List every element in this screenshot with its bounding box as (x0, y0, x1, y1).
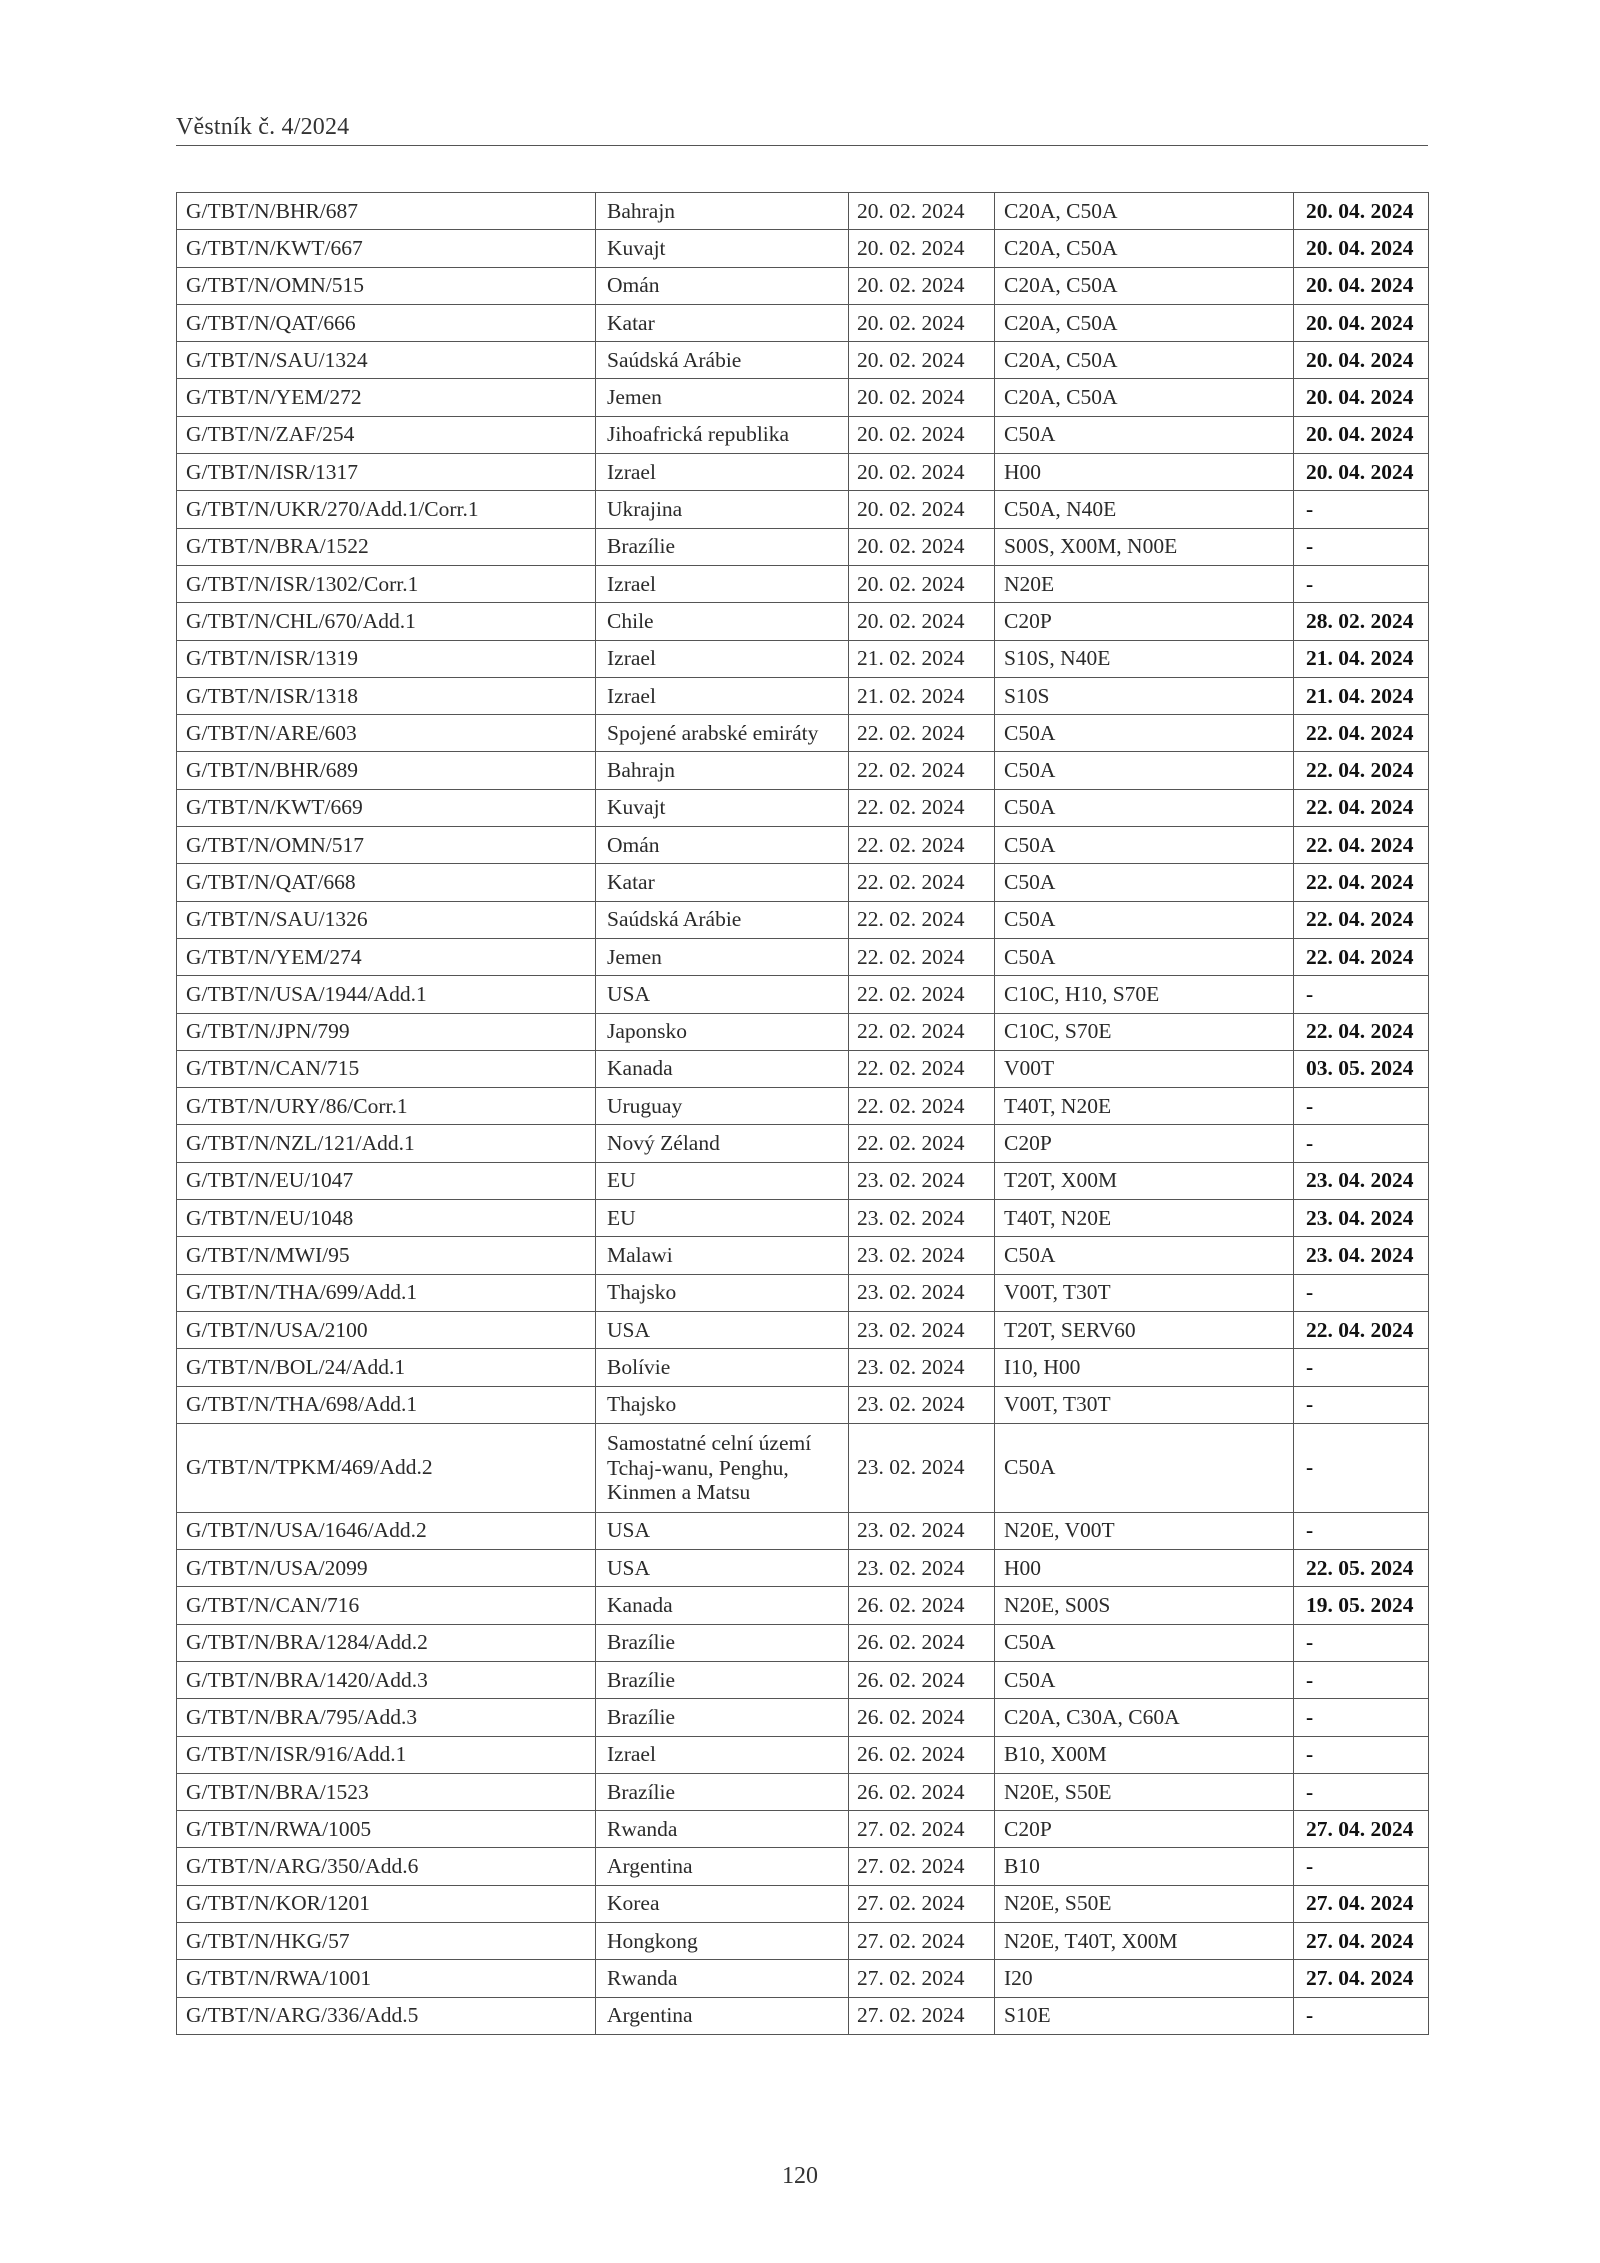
comment-deadline-cell: 20. 04. 2024 (1294, 379, 1429, 416)
table-row (177, 528, 1429, 565)
notification-date-cell: 20. 02. 2024 (849, 454, 995, 491)
table-row (177, 1013, 1429, 1050)
comment-deadline-cell: 28. 02. 2024 (1294, 603, 1429, 640)
table-row (177, 1848, 1429, 1885)
country-cell: Jihoafrická republika (596, 416, 849, 453)
table-row (177, 938, 1429, 975)
notification-date-cell: 20. 02. 2024 (849, 342, 995, 379)
product-code-cell: B10, X00M (995, 1736, 1294, 1773)
comment-deadline-cell: 27. 04. 2024 (1294, 1885, 1429, 1922)
notification-date-cell: 23. 02. 2024 (849, 1550, 995, 1587)
notification-date-cell: 21. 02. 2024 (849, 640, 995, 677)
notification-date-cell: 22. 02. 2024 (849, 752, 995, 789)
product-code-cell: C50A (995, 789, 1294, 826)
country-cell: Samostatné celní území Tchaj-wanu, Penghu, Kinmen a Matsu (596, 1423, 849, 1512)
table-row (177, 1512, 1429, 1549)
table-row (177, 267, 1429, 304)
product-code-cell: C50A, N40E (995, 491, 1294, 528)
product-code-cell: S10S, N40E (995, 640, 1294, 677)
comment-deadline-cell: - (1294, 1274, 1429, 1311)
comment-deadline-cell: - (1294, 1997, 1429, 2034)
product-code-cell: H00 (995, 1550, 1294, 1587)
product-code-cell: N20E (995, 565, 1294, 602)
country-cell: Kanada (596, 1050, 849, 1087)
document-symbol-cell: G/TBT/N/THA/699/Add.1 (177, 1274, 596, 1311)
table-row (177, 1050, 1429, 1087)
product-code-cell: C20A, C50A (995, 342, 1294, 379)
notification-date-cell: 20. 02. 2024 (849, 491, 995, 528)
document-symbol-cell: G/TBT/N/USA/1944/Add.1 (177, 976, 596, 1013)
notification-date-cell: 22. 02. 2024 (849, 901, 995, 938)
product-code-cell: C20P (995, 1125, 1294, 1162)
document-symbol-cell: G/TBT/N/QAT/668 (177, 864, 596, 901)
country-cell: Izrael (596, 565, 849, 602)
country-cell: Brazílie (596, 528, 849, 565)
country-cell: USA (596, 1550, 849, 1587)
product-code-cell: C50A (995, 864, 1294, 901)
country-cell: Saúdská Arábie (596, 342, 849, 379)
product-code-cell: C20A, C50A (995, 379, 1294, 416)
table-row (177, 603, 1429, 640)
comment-deadline-cell: - (1294, 1386, 1429, 1423)
notification-date-cell: 22. 02. 2024 (849, 1013, 995, 1050)
document-symbol-cell: G/TBT/N/QAT/666 (177, 304, 596, 341)
comment-deadline-cell: - (1294, 1699, 1429, 1736)
country-cell: Kuvajt (596, 230, 849, 267)
notification-date-cell: 27. 02. 2024 (849, 1923, 995, 1960)
table-row (177, 304, 1429, 341)
product-code-cell: C50A (995, 1237, 1294, 1274)
table-row (177, 1274, 1429, 1311)
product-code-cell: C50A (995, 827, 1294, 864)
table-row (177, 491, 1429, 528)
country-cell: Brazílie (596, 1773, 849, 1810)
page-title: Věstník č. 4/2024 (176, 114, 350, 140)
table-row (177, 1386, 1429, 1423)
comment-deadline-cell: 27. 04. 2024 (1294, 1811, 1429, 1848)
product-code-cell: N20E, V00T (995, 1512, 1294, 1549)
comment-deadline-cell: 22. 04. 2024 (1294, 1311, 1429, 1348)
product-code-cell: C50A (995, 1423, 1294, 1512)
table-row (177, 677, 1429, 714)
table-row (177, 1162, 1429, 1199)
document-symbol-cell: G/TBT/N/BRA/1523 (177, 1773, 596, 1810)
comment-deadline-cell: 27. 04. 2024 (1294, 1960, 1429, 1997)
country-cell: Katar (596, 864, 849, 901)
country-cell: Hongkong (596, 1923, 849, 1960)
document-symbol-cell: G/TBT/N/ISR/1319 (177, 640, 596, 677)
comment-deadline-cell: 20. 04. 2024 (1294, 342, 1429, 379)
country-cell: Izrael (596, 640, 849, 677)
product-code-cell: C20P (995, 603, 1294, 640)
comment-deadline-cell: - (1294, 1773, 1429, 1810)
document-symbol-cell: G/TBT/N/HKG/57 (177, 1923, 596, 1960)
country-cell: Brazílie (596, 1661, 849, 1698)
table-row (177, 1587, 1429, 1624)
table-row (177, 1311, 1429, 1348)
comment-deadline-cell: 22. 04. 2024 (1294, 789, 1429, 826)
product-code-cell: T20T, X00M (995, 1162, 1294, 1199)
comment-deadline-cell: 27. 04. 2024 (1294, 1923, 1429, 1960)
table-row (177, 193, 1429, 230)
document-symbol-cell: G/TBT/N/ARG/336/Add.5 (177, 1997, 596, 2034)
comment-deadline-cell: 22. 04. 2024 (1294, 901, 1429, 938)
product-code-cell: C50A (995, 938, 1294, 975)
table-row (177, 565, 1429, 602)
table-row (177, 1624, 1429, 1661)
comment-deadline-cell: 20. 04. 2024 (1294, 416, 1429, 453)
product-code-cell: S10S (995, 677, 1294, 714)
country-cell: Argentina (596, 1997, 849, 2034)
country-cell: USA (596, 1311, 849, 1348)
table-row (177, 342, 1429, 379)
document-symbol-cell: G/TBT/N/USA/2100 (177, 1311, 596, 1348)
country-cell: Saúdská Arábie (596, 901, 849, 938)
country-cell: Nový Zéland (596, 1125, 849, 1162)
document-symbol-cell: G/TBT/N/USA/1646/Add.2 (177, 1512, 596, 1549)
document-symbol-cell: G/TBT/N/RWA/1001 (177, 1960, 596, 1997)
comment-deadline-cell: 20. 04. 2024 (1294, 304, 1429, 341)
product-code-cell: V00T, T30T (995, 1274, 1294, 1311)
notification-date-cell: 20. 02. 2024 (849, 603, 995, 640)
document-symbol-cell: G/TBT/N/BHR/687 (177, 193, 596, 230)
country-cell: Spojené arabské emiráty (596, 715, 849, 752)
document-symbol-cell: G/TBT/N/ISR/1318 (177, 677, 596, 714)
country-cell: Kuvajt (596, 789, 849, 826)
notification-date-cell: 23. 02. 2024 (849, 1349, 995, 1386)
document-symbol-cell: G/TBT/N/UKR/270/Add.1/Corr.1 (177, 491, 596, 528)
notification-date-cell: 21. 02. 2024 (849, 677, 995, 714)
table-row (177, 752, 1429, 789)
comment-deadline-cell: 23. 04. 2024 (1294, 1237, 1429, 1274)
table-row (177, 1811, 1429, 1848)
table-row (177, 1349, 1429, 1386)
comment-deadline-cell: 20. 04. 2024 (1294, 193, 1429, 230)
country-cell: Japonsko (596, 1013, 849, 1050)
comment-deadline-cell: 20. 04. 2024 (1294, 230, 1429, 267)
product-code-cell: C50A (995, 901, 1294, 938)
comment-deadline-cell: 03. 05. 2024 (1294, 1050, 1429, 1087)
country-cell: Katar (596, 304, 849, 341)
country-cell: Izrael (596, 1736, 849, 1773)
country-cell: Bahrajn (596, 752, 849, 789)
notification-date-cell: 20. 02. 2024 (849, 416, 995, 453)
notification-date-cell: 26. 02. 2024 (849, 1699, 995, 1736)
comment-deadline-cell: 22. 04. 2024 (1294, 752, 1429, 789)
notification-date-cell: 22. 02. 2024 (849, 1050, 995, 1087)
country-cell: Rwanda (596, 1960, 849, 1997)
country-cell: Izrael (596, 677, 849, 714)
document-symbol-cell: G/TBT/N/SAU/1326 (177, 901, 596, 938)
product-code-cell: C20A, C50A (995, 193, 1294, 230)
comment-deadline-cell: 22. 04. 2024 (1294, 715, 1429, 752)
table-row (177, 864, 1429, 901)
product-code-cell: T40T, N20E (995, 1088, 1294, 1125)
country-cell: Argentina (596, 1848, 849, 1885)
table-row (177, 901, 1429, 938)
country-cell: Izrael (596, 454, 849, 491)
table-row (177, 1736, 1429, 1773)
country-cell: Bolívie (596, 1349, 849, 1386)
notification-date-cell: 26. 02. 2024 (849, 1661, 995, 1698)
comment-deadline-cell: 19. 05. 2024 (1294, 1587, 1429, 1624)
document-symbol-cell: G/TBT/N/EU/1048 (177, 1200, 596, 1237)
notification-date-cell: 27. 02. 2024 (849, 1811, 995, 1848)
document-symbol-cell: G/TBT/N/OMN/517 (177, 827, 596, 864)
product-code-cell: N20E, T40T, X00M (995, 1923, 1294, 1960)
document-symbol-cell: G/TBT/N/JPN/799 (177, 1013, 596, 1050)
document-symbol-cell: G/TBT/N/KOR/1201 (177, 1885, 596, 1922)
comment-deadline-cell: - (1294, 565, 1429, 602)
country-cell: Chile (596, 603, 849, 640)
product-code-cell: C20A, C50A (995, 267, 1294, 304)
table-row (177, 1550, 1429, 1587)
document-symbol-cell: G/TBT/N/THA/698/Add.1 (177, 1386, 596, 1423)
comment-deadline-cell: - (1294, 491, 1429, 528)
country-cell: Rwanda (596, 1811, 849, 1848)
notification-date-cell: 23. 02. 2024 (849, 1200, 995, 1237)
table-row (177, 1088, 1429, 1125)
notification-date-cell: 23. 02. 2024 (849, 1311, 995, 1348)
comment-deadline-cell: 22. 04. 2024 (1294, 938, 1429, 975)
table-row (177, 1200, 1429, 1237)
product-code-cell: N20E, S00S (995, 1587, 1294, 1624)
document-symbol-cell: G/TBT/N/ISR/1317 (177, 454, 596, 491)
notification-date-cell: 26. 02. 2024 (849, 1587, 995, 1624)
comment-deadline-cell: 22. 04. 2024 (1294, 1013, 1429, 1050)
notifications-table-body (177, 193, 1429, 2035)
product-code-cell: C50A (995, 1661, 1294, 1698)
comment-deadline-cell: 23. 04. 2024 (1294, 1162, 1429, 1199)
country-cell: EU (596, 1200, 849, 1237)
notification-date-cell: 22. 02. 2024 (849, 938, 995, 975)
product-code-cell: N20E, S50E (995, 1885, 1294, 1922)
table-row (177, 1960, 1429, 1997)
country-cell: Thajsko (596, 1274, 849, 1311)
product-code-cell: C50A (995, 715, 1294, 752)
table-row (177, 789, 1429, 826)
table-row (177, 454, 1429, 491)
document-symbol-cell: G/TBT/N/YEM/274 (177, 938, 596, 975)
notification-date-cell: 20. 02. 2024 (849, 565, 995, 602)
table-row (177, 1699, 1429, 1736)
country-cell: Omán (596, 267, 849, 304)
table-row (177, 1923, 1429, 1960)
product-code-cell: V00T, T30T (995, 1386, 1294, 1423)
notification-date-cell: 22. 02. 2024 (849, 864, 995, 901)
country-cell: USA (596, 1512, 849, 1549)
notification-date-cell: 20. 02. 2024 (849, 379, 995, 416)
comment-deadline-cell: - (1294, 1125, 1429, 1162)
table-row (177, 1661, 1429, 1698)
document-symbol-cell: G/TBT/N/BRA/1420/Add.3 (177, 1661, 596, 1698)
country-cell: Brazílie (596, 1624, 849, 1661)
document-symbol-cell: G/TBT/N/CHL/670/Add.1 (177, 603, 596, 640)
document-symbol-cell: G/TBT/N/ZAF/254 (177, 416, 596, 453)
country-cell: USA (596, 976, 849, 1013)
product-code-cell: I10, H00 (995, 1349, 1294, 1386)
document-symbol-cell: G/TBT/N/CAN/716 (177, 1587, 596, 1624)
notification-date-cell: 20. 02. 2024 (849, 193, 995, 230)
notification-date-cell: 26. 02. 2024 (849, 1773, 995, 1810)
country-cell: Malawi (596, 1237, 849, 1274)
comment-deadline-cell: 20. 04. 2024 (1294, 454, 1429, 491)
document-symbol-cell: G/TBT/N/EU/1047 (177, 1162, 596, 1199)
comment-deadline-cell: - (1294, 1661, 1429, 1698)
comment-deadline-cell: - (1294, 1423, 1429, 1512)
notification-date-cell: 27. 02. 2024 (849, 1997, 995, 2034)
notification-date-cell: 27. 02. 2024 (849, 1960, 995, 1997)
comment-deadline-cell: 22. 05. 2024 (1294, 1550, 1429, 1587)
comment-deadline-cell: 20. 04. 2024 (1294, 267, 1429, 304)
comment-deadline-cell: 23. 04. 2024 (1294, 1200, 1429, 1237)
notification-date-cell: 22. 02. 2024 (849, 1125, 995, 1162)
document-symbol-cell: G/TBT/N/ARE/603 (177, 715, 596, 752)
country-cell: Jemen (596, 379, 849, 416)
notification-date-cell: 27. 02. 2024 (849, 1848, 995, 1885)
comment-deadline-cell: - (1294, 1624, 1429, 1661)
table-row (177, 715, 1429, 752)
notification-date-cell: 26. 02. 2024 (849, 1624, 995, 1661)
document-symbol-cell: G/TBT/N/ISR/916/Add.1 (177, 1736, 596, 1773)
comment-deadline-cell: - (1294, 1512, 1429, 1549)
product-code-cell: H00 (995, 454, 1294, 491)
product-code-cell: C50A (995, 416, 1294, 453)
document-symbol-cell: G/TBT/N/ARG/350/Add.6 (177, 1848, 596, 1885)
document-symbol-cell: G/TBT/N/RWA/1005 (177, 1811, 596, 1848)
comment-deadline-cell: 21. 04. 2024 (1294, 640, 1429, 677)
document-symbol-cell: G/TBT/N/KWT/667 (177, 230, 596, 267)
product-code-cell: S00S, X00M, N00E (995, 528, 1294, 565)
product-code-cell: C50A (995, 1624, 1294, 1661)
product-code-cell: B10 (995, 1848, 1294, 1885)
page-header (176, 112, 1428, 146)
document-symbol-cell: G/TBT/N/MWI/95 (177, 1237, 596, 1274)
document-symbol-cell: G/TBT/N/BRA/1284/Add.2 (177, 1624, 596, 1661)
comment-deadline-cell: - (1294, 976, 1429, 1013)
product-code-cell: C20A, C30A, C60A (995, 1699, 1294, 1736)
notification-date-cell: 23. 02. 2024 (849, 1423, 995, 1512)
document-symbol-cell: G/TBT/N/NZL/121/Add.1 (177, 1125, 596, 1162)
table-row (177, 416, 1429, 453)
notification-date-cell: 20. 02. 2024 (849, 528, 995, 565)
document-symbol-cell: G/TBT/N/SAU/1324 (177, 342, 596, 379)
table-row (177, 827, 1429, 864)
comment-deadline-cell: - (1294, 1088, 1429, 1125)
table-row (177, 640, 1429, 677)
country-cell: Bahrajn (596, 193, 849, 230)
notification-date-cell: 23. 02. 2024 (849, 1386, 995, 1423)
document-symbol-cell: G/TBT/N/BHR/689 (177, 752, 596, 789)
notification-date-cell: 20. 02. 2024 (849, 230, 995, 267)
notification-date-cell: 22. 02. 2024 (849, 789, 995, 826)
country-cell: EU (596, 1162, 849, 1199)
product-code-cell: C50A (995, 752, 1294, 789)
document-symbol-cell: G/TBT/N/OMN/515 (177, 267, 596, 304)
comment-deadline-cell: - (1294, 1349, 1429, 1386)
notification-date-cell: 20. 02. 2024 (849, 304, 995, 341)
product-code-cell: C10C, H10, S70E (995, 976, 1294, 1013)
comment-deadline-cell: - (1294, 1736, 1429, 1773)
notification-date-cell: 22. 02. 2024 (849, 976, 995, 1013)
comment-deadline-cell: 21. 04. 2024 (1294, 677, 1429, 714)
notifications-table (176, 192, 1429, 2035)
document-symbol-cell: G/TBT/N/USA/2099 (177, 1550, 596, 1587)
product-code-cell: V00T (995, 1050, 1294, 1087)
country-cell: Korea (596, 1885, 849, 1922)
product-code-cell: S10E (995, 1997, 1294, 2034)
product-code-cell: I20 (995, 1960, 1294, 1997)
table-row (177, 1997, 1429, 2034)
country-cell: Brazílie (596, 1699, 849, 1736)
comment-deadline-cell: 22. 04. 2024 (1294, 827, 1429, 864)
product-code-cell: C20A, C50A (995, 304, 1294, 341)
product-code-cell: C20P (995, 1811, 1294, 1848)
table-row (177, 1773, 1429, 1810)
document-symbol-cell: G/TBT/N/URY/86/Corr.1 (177, 1088, 596, 1125)
comment-deadline-cell: - (1294, 1848, 1429, 1885)
document-symbol-cell: G/TBT/N/ISR/1302/Corr.1 (177, 565, 596, 602)
country-cell: Ukrajina (596, 491, 849, 528)
country-cell: Jemen (596, 938, 849, 975)
document-symbol-cell: G/TBT/N/KWT/669 (177, 789, 596, 826)
table-row (177, 1237, 1429, 1274)
notification-date-cell: 23. 02. 2024 (849, 1162, 995, 1199)
notification-date-cell: 22. 02. 2024 (849, 827, 995, 864)
product-code-cell: N20E, S50E (995, 1773, 1294, 1810)
notification-date-cell: 22. 02. 2024 (849, 1088, 995, 1125)
table-row (177, 1423, 1429, 1512)
product-code-cell: C20A, C50A (995, 230, 1294, 267)
country-cell: Thajsko (596, 1386, 849, 1423)
document-symbol-cell: G/TBT/N/TPKM/469/Add.2 (177, 1423, 596, 1512)
document-symbol-cell: G/TBT/N/BOL/24/Add.1 (177, 1349, 596, 1386)
notification-date-cell: 23. 02. 2024 (849, 1237, 995, 1274)
document-symbol-cell: G/TBT/N/YEM/272 (177, 379, 596, 416)
document-symbol-cell: G/TBT/N/BRA/1522 (177, 528, 596, 565)
comment-deadline-cell: 22. 04. 2024 (1294, 864, 1429, 901)
product-code-cell: T20T, SERV60 (995, 1311, 1294, 1348)
notification-date-cell: 23. 02. 2024 (849, 1512, 995, 1549)
notification-date-cell: 20. 02. 2024 (849, 267, 995, 304)
document-symbol-cell: G/TBT/N/CAN/715 (177, 1050, 596, 1087)
notification-date-cell: 26. 02. 2024 (849, 1736, 995, 1773)
table-row (177, 230, 1429, 267)
table-row (177, 976, 1429, 1013)
page-number: 120 (782, 2163, 818, 2189)
notification-date-cell: 23. 02. 2024 (849, 1274, 995, 1311)
document-symbol-cell: G/TBT/N/BRA/795/Add.3 (177, 1699, 596, 1736)
country-cell: Omán (596, 827, 849, 864)
table-row (177, 1125, 1429, 1162)
country-cell: Uruguay (596, 1088, 849, 1125)
product-code-cell: T40T, N20E (995, 1200, 1294, 1237)
notification-date-cell: 27. 02. 2024 (849, 1885, 995, 1922)
country-cell: Kanada (596, 1587, 849, 1624)
notification-date-cell: 22. 02. 2024 (849, 715, 995, 752)
table-row (177, 379, 1429, 416)
product-code-cell: C10C, S70E (995, 1013, 1294, 1050)
table-row (177, 1885, 1429, 1922)
comment-deadline-cell: - (1294, 528, 1429, 565)
